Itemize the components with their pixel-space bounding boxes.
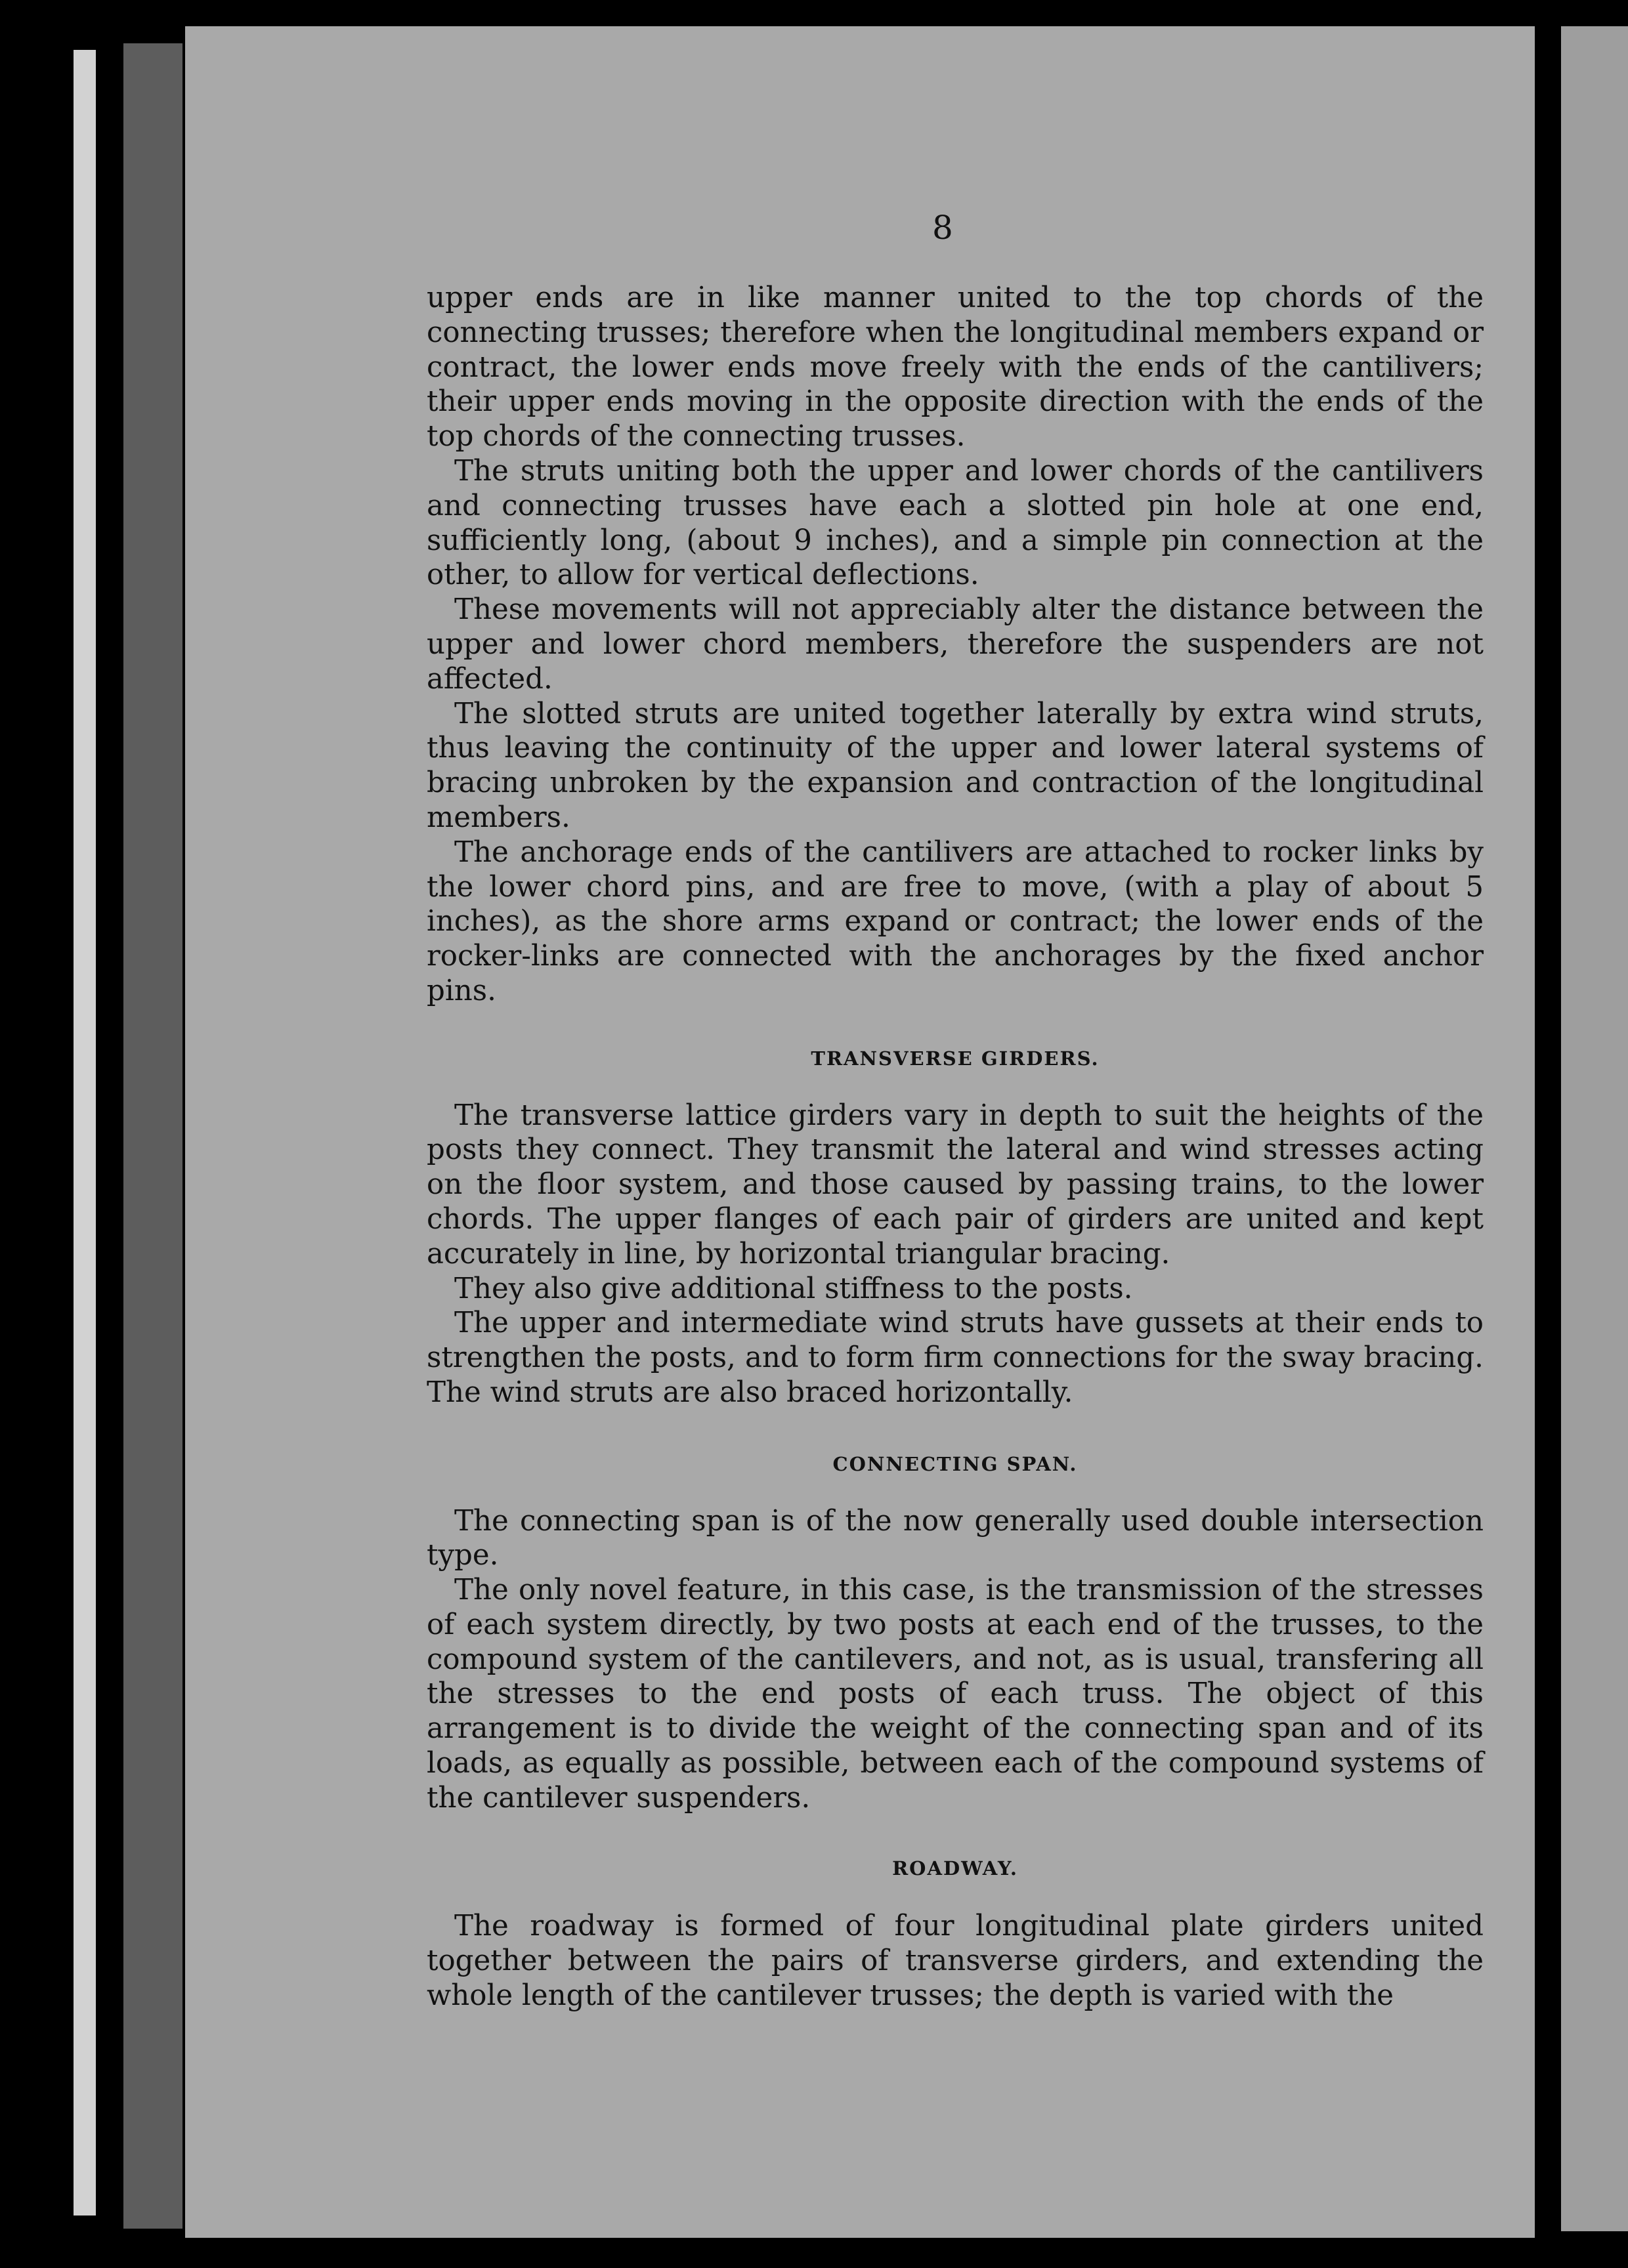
scan-margin-dark — [123, 43, 182, 2229]
section-heading: ROADWAY. — [892, 1857, 1018, 1880]
paragraph: The struts uniting both the upper and lower chords of the cantilivers and connecting trusses have each a slotted pin hole at one end, sufficiently long, (about 9 inches), and a simple pin connection at the other, to allow for vertical deflections. — [427, 454, 1484, 592]
adjacent-page-edge — [1561, 26, 1628, 2231]
paragraph: The transverse lattice girders vary in depth to suit the heights of the posts they connect. They transmit the lateral and wind stresses acting on the floor system, and those caused by passing trains, to the lower chords. The upper flanges of each pair of girders are united and kept accurately in line, by horizontal triangular bracing. — [427, 1099, 1484, 1270]
paragraph: The slotted struts are united together laterally by extra wind struts, thus leaving the continuity of the upper and lower lateral systems of bracing unbroken by the expansion and contraction of the longitudinal members. — [427, 697, 1484, 834]
paragraph: The connecting span is of the now generally used double intersection type. — [427, 1504, 1484, 1572]
scan-margin-light — [74, 50, 96, 2216]
body-text — [427, 281, 1484, 2013]
paragraph: The roadway is formed of four longitudinal plate girders united together between the pairs of transverse girders, and extending the whole length of the cantilever trusses; the depth is varied with the — [427, 1910, 1484, 2013]
page-number: 8 — [932, 209, 953, 247]
section-heading: TRANSVERSE GIRDERS. — [811, 1047, 1100, 1070]
section-heading: CONNECTING SPAN. — [832, 1452, 1078, 1475]
paragraph: The anchorage ends of the cantilivers are attached to rocker links by the lower chord pins, and are free to move, (with a play of about 5 inches), as the shore arms expand or contract; the lower ends of the rocker-links are connected with the anchorages by the fixed anchor pins. — [427, 835, 1484, 1007]
paragraph: The only novel feature, in this case, is the transmission of the stresses of each system directly, by two posts at each end of the trusses, to the compound system of the cantilevers, and not, as is usual, transfering all the stresses to the end posts of each truss. The object of this arrangement is to divide the weight of the connecting span and of its loads, as equally as possible, between each of the compound systems of the cantilever suspenders. — [427, 1574, 1484, 1815]
paragraph: The upper and intermediate wind struts have gussets at their ends to strengthen the posts, and to form firm connections for the sway bracing. The wind struts are also braced horizontally. — [427, 1307, 1484, 1409]
paragraph: They also give additional stiffness to the posts. — [454, 1272, 1133, 1305]
paragraph: These movements will not appreciably alter the distance between the upper and lower chord members, therefore the suspenders are not affected. — [427, 593, 1484, 696]
paragraph: upper ends are in like manner united to the top chords of the connecting trusses; therefore when the longitudinal members expand or contract, the lower ends move freely with the ends of the cantilivers; their upper ends moving in the opposite direction with the ends of the top chords of the connecting trusses. — [427, 282, 1484, 453]
